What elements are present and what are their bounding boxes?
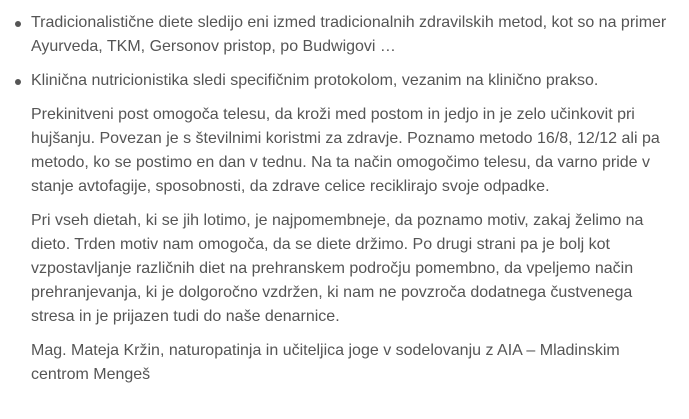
list-item: [12, 69, 669, 93]
bullet-icon: [15, 21, 21, 27]
diet-types-list: [12, 11, 669, 93]
list-item-text: Tradicionalistične diete sledijo eni izmed tradicionalnih zdravilskih metod, kot so na primer Ayurveda, TKM, Gersonov pristop, po Budwigovi …: [31, 14, 667, 55]
paragraph-motivation: Pri vseh dietah, ki se jih lotimo, je najpomembneje, da poznamo motiv, zakaj želimo na dieto. Trden motiv nam omogoča, da se diete držimo. Po drugi strani pa je bolj kot vzpostavljanje različnih diet na prehranskem področju pomembno, da vpeljemo način prehranjevanja, ki je dolgoročno vzdržen, ki nam ne povzroča dodatnega čustvenega stresa in je prijazen tudi do naše denarnice.: [31, 212, 644, 325]
bullet-icon: [15, 79, 21, 85]
list-item: [12, 11, 669, 59]
list-item-text: Klinična nutricionistika sledi specifičnim protokolom, vezanim na klinično prakso.: [31, 72, 599, 89]
author-signature: Mag. Mateja Kržin, naturopatinja in učiteljica joge v sodelovanju z AIA – Mladinskim centrom Mengeš: [31, 342, 620, 383]
paragraph-intermittent-fasting: Prekinitveni post omogoča telesu, da kroži med postom in jedjo in je zelo učinkovit pri hujšanju. Povezan je s številnimi koristmi za zdravje. Poznamo metodo 16/8, 12/12 ali pa metodo, ko se postimo en dan v tednu. Na ta način omogočimo telesu, da varno pride v stanje avtofagije, sposobnosti, da zdrave celice reciklirajo svoje odpadke.: [31, 106, 660, 195]
